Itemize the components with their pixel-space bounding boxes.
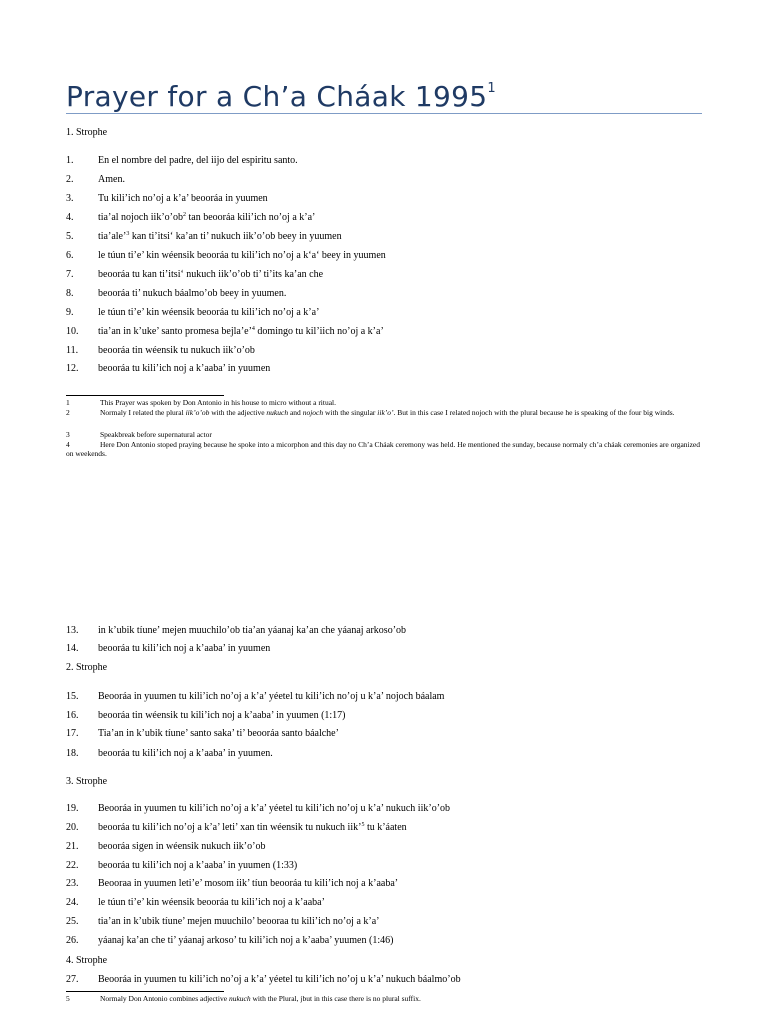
verse-text: Beooraa in yuumen leti’e’ mosom iik’ tíun beooráa tu kili’ich noj a k’aaba’ xyxy=(98,878,399,889)
verse-number: 25. xyxy=(66,916,79,927)
verse-number: 16. xyxy=(66,710,79,721)
footnote-ref: 5 xyxy=(361,822,365,828)
verse-text: le túun ti’e’ kin wéensik beooráa tu kili’ich no’oj a k’a’ xyxy=(98,307,320,318)
footnote-number: 1 xyxy=(66,398,70,407)
verse-number: 4. xyxy=(66,212,74,223)
verse-number: 2. xyxy=(66,174,74,185)
verse-text: le túun ti’e’ kin wéensik beooráa tu kili’ich noj a k’aaba’ xyxy=(98,897,325,908)
footnote-term: nukuch xyxy=(228,994,251,1003)
verse-number: 24. xyxy=(66,897,79,908)
verse-text: tia’ale’$^3$ kan ti’itsi‘ ka’an ti’ nukuch iik’o’ob beey in yuumen xyxy=(98,231,342,242)
verse-number: 3. xyxy=(66,193,74,204)
verse-number: 27. xyxy=(66,974,79,985)
page-title xyxy=(66,80,496,113)
verse-number: 26. xyxy=(66,935,79,946)
verse-number: 12. xyxy=(66,363,79,374)
verse-number: 8. xyxy=(66,288,74,299)
verse-text: beooráa tu kili’ich noj a k’aaba’ in yuumen xyxy=(98,363,271,374)
footnote-separator xyxy=(66,991,224,992)
verse-text: beooráa ti’ nukuch báalmo’ob beey in yuumen. xyxy=(98,288,287,299)
verse-number: 1. xyxy=(66,155,74,166)
footnote: 3 Speakbreak before supernatural actor xyxy=(66,430,212,439)
footnote-number: 3 xyxy=(66,430,70,439)
strophe-heading: 4. Strophe xyxy=(66,955,108,966)
footnote: 4 Here Don Antonio stoped praying because he spoke into a micorphon and this day no Ch’a Cháak ceremony was held. He mentioned the sunday, because normaly ch’a cháak ceremonies are organized on weekends. xyxy=(66,440,701,458)
verse-number: 14. xyxy=(66,643,79,654)
verse-number: 13. xyxy=(66,625,79,636)
footnote-number: 5 xyxy=(66,994,70,1003)
verse-text: beooráa tu kili’ich no’oj a k’a’ leti’ xan tin wéensik tu nukuch iik’$^5$ tu k’áaten xyxy=(98,822,407,833)
footnote-ref: 3 xyxy=(126,231,130,237)
verse-text: beooráa tin wéensik tu kili’ich noj a k’aaba’ in yuumen (1:17) xyxy=(98,710,346,721)
verse-number: 20. xyxy=(66,822,79,833)
title-underline xyxy=(66,113,702,114)
verse-text: Amen. xyxy=(98,174,125,185)
verse-text: beooráa tin wéensik tu nukuch iik’o’ob xyxy=(98,345,255,356)
verse-text: En el nombre del padre, del iijo del espiritu santo. xyxy=(98,155,298,166)
title-text: Prayer for a Ch’a Cháak 1995 xyxy=(66,80,488,113)
footnote: 2 Normaly I related the plural iik’o’ob with the adjective nukuch and nojoch with the singular iik’o’. But in this case I related nojoch with the plural because he is speaking of the four big winds. xyxy=(66,408,675,417)
footnote: 5 Normaly Don Antonio combines adjective nukuch with the Plural, jbut in this case there is no plural suffix. xyxy=(66,994,421,1003)
verse-number: 15. xyxy=(66,691,79,702)
verse-text: beooráa tu kili’ich noj a k’aaba’ in yuumen. xyxy=(98,748,273,759)
verse-number: 9. xyxy=(66,307,74,318)
verse-text: Tu kili’ich no’oj a k’a’ beooráa in yuumen xyxy=(98,193,268,204)
verse-number: 6. xyxy=(66,250,74,261)
verse-text: beooráa tu kan ti’itsi‘ nukuch iik’o’ob ti’ ti’its ka’an che xyxy=(98,269,324,280)
verse-text: beooráa sigen in wéensik nukuch iik’o’ob xyxy=(98,841,266,852)
verse-text: Beooráa in yuumen tu kili’ich no’oj a k’a’ yéetel tu kili’ich no’oj u k’a’ nojoch báalam xyxy=(98,691,445,702)
footnote-term: nojoch xyxy=(302,408,324,417)
verse-text: Beooráa in yuumen tu kili’ich no’oj a k’a’ yéetel tu kili’ich no’oj u k’a’ nukuch iik’o’ob xyxy=(98,803,451,814)
verse-number: 21. xyxy=(66,841,79,852)
verse-text: Beooráa in yuumen tu kili’ich no’oj a k’a’ yéetel tu kili’ich no’oj u k’a’ nukuch báalmo’ob xyxy=(98,974,461,985)
verse-number: 10. xyxy=(66,326,79,337)
verse-text: Tia’an in k’ubik tíune’ santo saka’ ti’ beooráa santo báalche’ xyxy=(98,728,339,739)
verse-number: 23. xyxy=(66,878,79,889)
verse-text: yáanaj ka’an che ti’ yáanaj arkoso’ tu kili’ich noj a k’aaba’ yuumen (1:46) xyxy=(98,935,394,946)
verse-text: le túun ti’e’ kin wéensik beooráa tu kili’ich no’oj a k‘a‘ beey in yuumen xyxy=(98,250,386,261)
verse-text: in k’ubik tíune’ mejen muuchilo’ob tia’an yáanaj ka’an che yáanaj arkoso’ob xyxy=(98,625,407,636)
footnote-ref: 4 xyxy=(251,326,255,332)
verse-number: 7. xyxy=(66,269,74,280)
verse-text: beooráa tu kili’ich noj a k’aaba’ in yuumen xyxy=(98,643,271,654)
verse-text: tia’al nojoch $iik’o’ob^2$ tan beooráa kili’ich no’oj a k’a’ xyxy=(98,212,316,223)
verse-text: tia’an in k’uke’ santo promesa bejla’e’$^4$ domingo tu kil’iich no’oj a k’a’ xyxy=(98,326,384,337)
verse-number: 11. xyxy=(66,345,79,356)
footnote-number: 2 xyxy=(66,408,70,417)
footnote: 1 This Prayer was spoken by Don Antonio in his house to micro without a ritual. xyxy=(66,398,337,407)
footnote-separator xyxy=(66,395,224,396)
verse-number: 17. xyxy=(66,728,79,739)
verse-text: tia’an in k’ubik tíune’ mejen muuchilo’ beooraa tu kili’ich no’oj a k’a’ xyxy=(98,916,380,927)
footnote-ref: 2 xyxy=(182,212,186,218)
verse-text: beooráa tu kili’ich noj a k’aaba’ in yuumen (1:33) xyxy=(98,860,298,871)
footnote-term: nukuch xyxy=(266,408,289,417)
strophe-heading: 3. Strophe xyxy=(66,776,108,787)
strophe-heading: 1. Strophe xyxy=(66,127,108,138)
verse-number: 22. xyxy=(66,860,79,871)
verse-number: 5. xyxy=(66,231,74,242)
footnote-number: 4 xyxy=(66,440,70,449)
verse-number: 18. xyxy=(66,748,79,759)
verse-number: 19. xyxy=(66,803,79,814)
title-footnote-ref: 1 xyxy=(487,81,496,96)
strophe-heading: 2. Strophe xyxy=(66,662,108,673)
footnote-term: iik’o’ob xyxy=(185,408,210,417)
footnote-term: iik’o’ xyxy=(377,408,394,417)
